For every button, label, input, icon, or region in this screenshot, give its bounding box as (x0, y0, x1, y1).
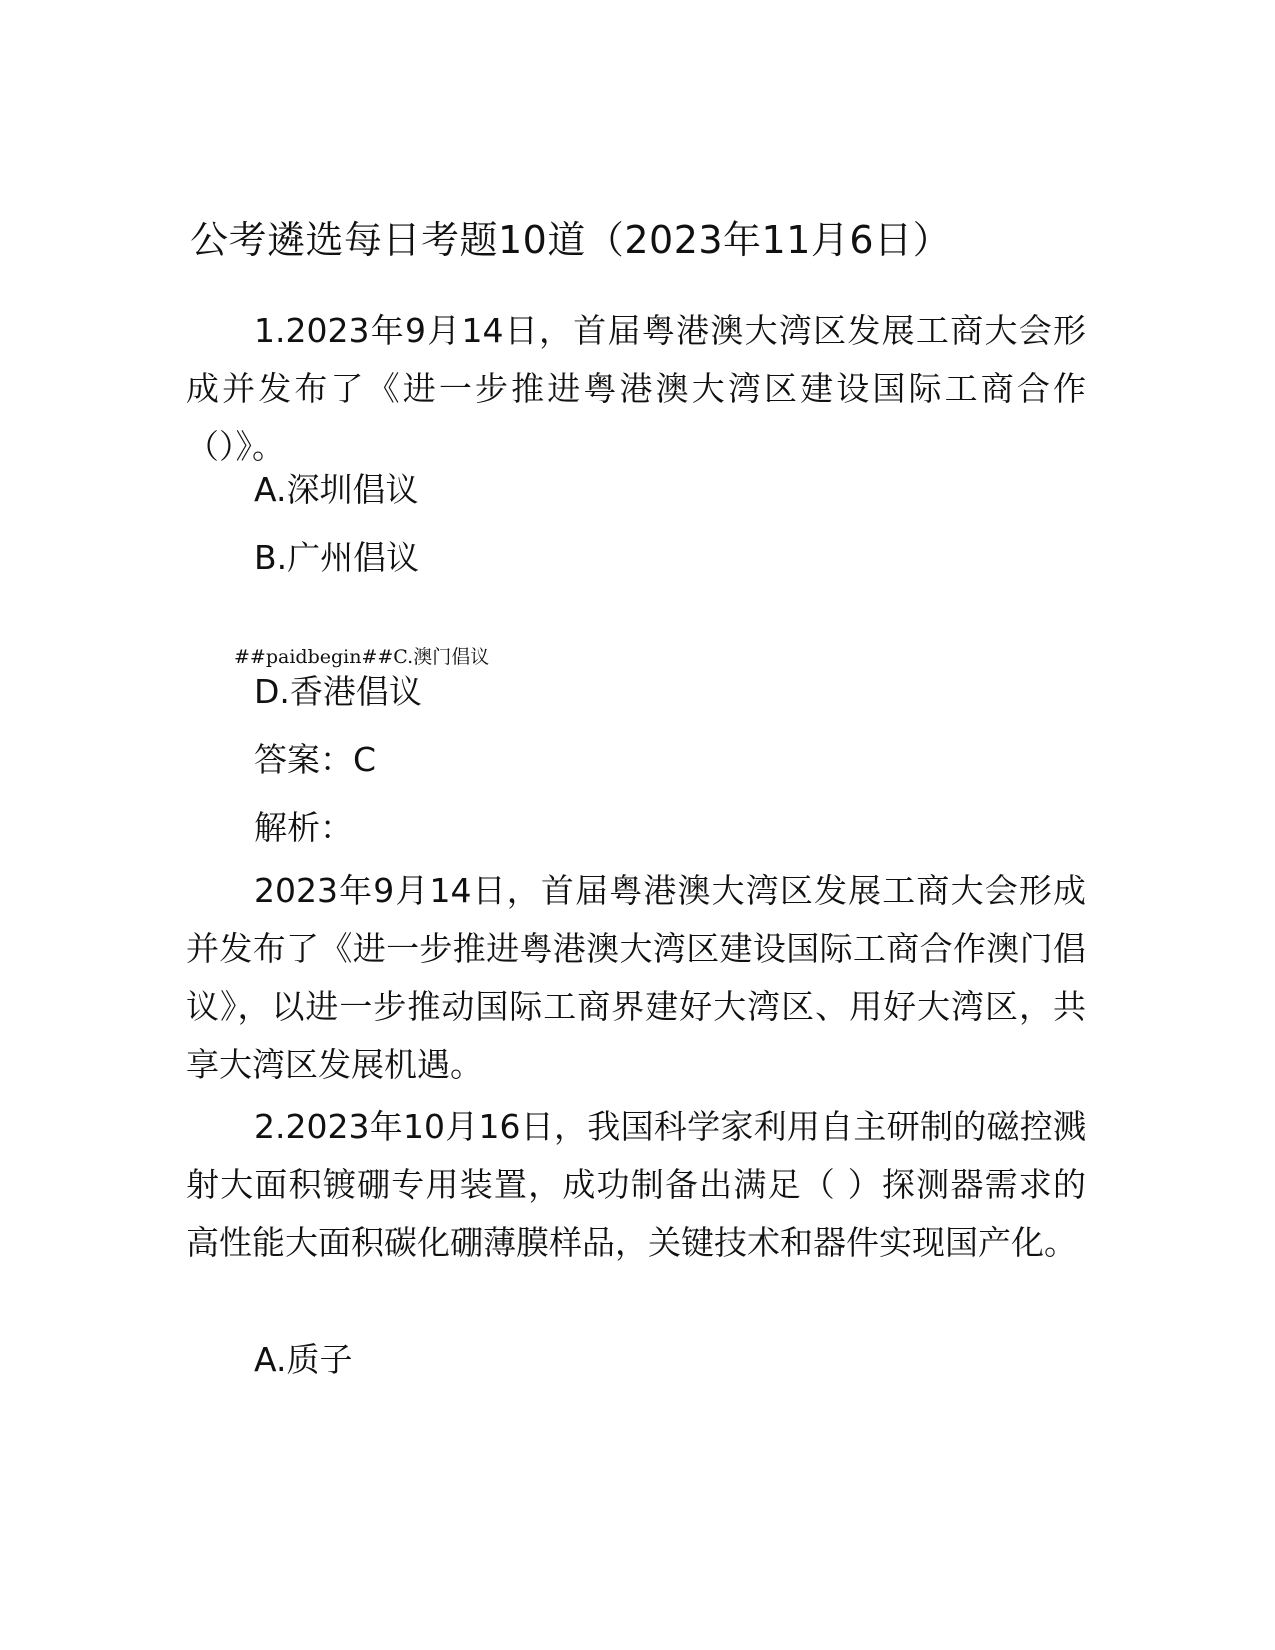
question-1-answer: 答案：C (254, 740, 377, 779)
question-1-analysis: 2023年9月14日，首届粤港澳大湾区发展工商大会形成并发布了《进一步推进粤港澳大湾区建设国际工商合作澳门倡议》，以进一步推动国际工商界建好大湾区、用好大湾区，共享大湾区发展机遇。 (186, 871, 1086, 1084)
question-1-option-d: D.香港倡议 (254, 672, 422, 711)
question-1-analysis-label: 解析： (254, 808, 353, 847)
question-1-option-c: ##paidbegin##C.澳门倡议 (234, 646, 490, 668)
question-1-stem: 1.2023年9月14日，首届粤港澳大湾区发展工商大会形成并发布了《进一步推进粤港澳大湾区建设国际工商合作（）》。 (186, 311, 1086, 466)
page-title: 公考遴选每日考题10道（2023年11月6日） (190, 218, 952, 262)
question-1-option-b: B.广州倡议 (254, 538, 420, 577)
question-2-option-a: A.质子 (254, 1340, 353, 1379)
question-2-stem: 2.2023年10月16日，我国科学家利用自主研制的磁控溅射大面积镀硼专用装置，成功制备出满足（ ）探测器需求的高性能大面积碳化硼薄膜样品，关键技术和器件实现国产化。 (186, 1107, 1086, 1262)
question-1-option-a: A.深圳倡议 (254, 470, 419, 509)
